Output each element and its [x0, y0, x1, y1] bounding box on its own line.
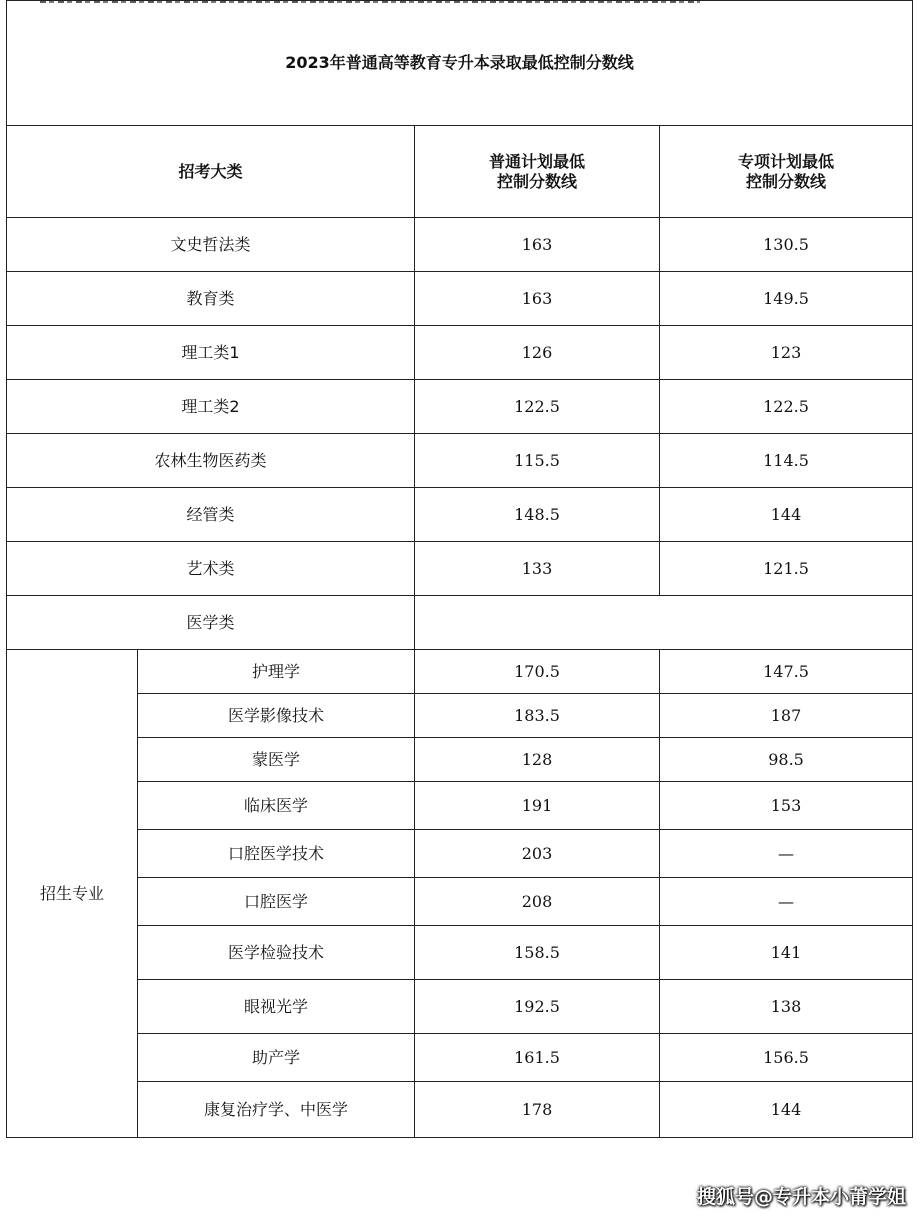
special-score: 123	[660, 326, 913, 380]
header-general-line2: 控制分数线	[496, 171, 577, 191]
major-name: 口腔医学	[138, 878, 415, 926]
special-score: 187	[660, 694, 913, 738]
header-special-line2: 控制分数线	[746, 171, 827, 191]
table-row	[7, 272, 913, 326]
header-special-line1: 专项计划最低	[738, 151, 835, 171]
header-general-line1: 普通计划最低	[488, 151, 585, 171]
majors-label: 招生专业	[7, 650, 138, 1138]
major-name: 蒙医学	[138, 738, 415, 782]
category-name: 理工类2	[7, 380, 415, 434]
header-category: 招考大类	[7, 126, 415, 218]
table-row	[7, 650, 913, 694]
special-score: 144	[660, 1082, 913, 1138]
major-name: 护理学	[138, 650, 415, 694]
table-row	[7, 218, 913, 272]
special-score: 156.5	[660, 1034, 913, 1082]
special-score: —	[660, 878, 913, 926]
major-name: 眼视光学	[138, 980, 415, 1034]
title-row	[7, 1, 913, 126]
header-special	[660, 126, 913, 218]
general-score: 203	[415, 830, 660, 878]
category-name: 农林生物医药类	[7, 434, 415, 488]
general-score: 170.5	[415, 650, 660, 694]
watermark: 搜狐号@专升本小莆学姐	[696, 1186, 906, 1208]
major-name: 医学影像技术	[138, 694, 415, 738]
general-score: 163	[415, 218, 660, 272]
special-score: 114.5	[660, 434, 913, 488]
general-score: 192.5	[415, 980, 660, 1034]
special-score: 130.5	[660, 218, 913, 272]
category-name: 教育类	[7, 272, 415, 326]
major-name: 临床医学	[138, 782, 415, 830]
special-score: 141	[660, 926, 913, 980]
table-row	[7, 782, 913, 830]
general-score: 191	[415, 782, 660, 830]
special-score: 121.5	[660, 542, 913, 596]
general-score: 183.5	[415, 694, 660, 738]
general-score: 148.5	[415, 488, 660, 542]
special-score: 144	[660, 488, 913, 542]
general-score: 208	[415, 878, 660, 926]
category-name: 经管类	[7, 488, 415, 542]
table-row	[7, 830, 913, 878]
category-name: 理工类1	[7, 326, 415, 380]
general-score: 163	[415, 272, 660, 326]
medical-category-name: 医学类	[7, 596, 415, 650]
table-row	[7, 380, 913, 434]
table-row	[7, 434, 913, 488]
table-row	[7, 738, 913, 782]
general-score: 115.5	[415, 434, 660, 488]
general-score: 178	[415, 1082, 660, 1138]
special-score: 153	[660, 782, 913, 830]
table-title: 2023年普通高等教育专升本录取最低控制分数线	[7, 1, 913, 126]
table-row	[7, 1034, 913, 1082]
major-name: 助产学	[138, 1034, 415, 1082]
general-score: 126	[415, 326, 660, 380]
medical-row	[7, 596, 913, 650]
category-name: 文史哲法类	[7, 218, 415, 272]
score-table	[6, 0, 913, 1138]
category-name: 艺术类	[7, 542, 415, 596]
major-name: 医学检验技术	[138, 926, 415, 980]
table-row	[7, 694, 913, 738]
general-score: 161.5	[415, 1034, 660, 1082]
table-row	[7, 326, 913, 380]
general-score: 128	[415, 738, 660, 782]
medical-empty-cell	[415, 596, 913, 650]
special-score: 138	[660, 980, 913, 1034]
general-score: 122.5	[415, 380, 660, 434]
special-score: 98.5	[660, 738, 913, 782]
special-score: 147.5	[660, 650, 913, 694]
general-score: 133	[415, 542, 660, 596]
table-row	[7, 542, 913, 596]
general-score: 158.5	[415, 926, 660, 980]
major-name: 康复治疗学、中医学	[138, 1082, 415, 1138]
table-row	[7, 488, 913, 542]
special-score: 149.5	[660, 272, 913, 326]
header-general	[415, 126, 660, 218]
special-score: 122.5	[660, 380, 913, 434]
header-row	[7, 126, 913, 218]
table-row	[7, 926, 913, 980]
table-row	[7, 1082, 913, 1138]
major-name: 口腔医学技术	[138, 830, 415, 878]
special-score: —	[660, 830, 913, 878]
table-row	[7, 980, 913, 1034]
table-row	[7, 878, 913, 926]
